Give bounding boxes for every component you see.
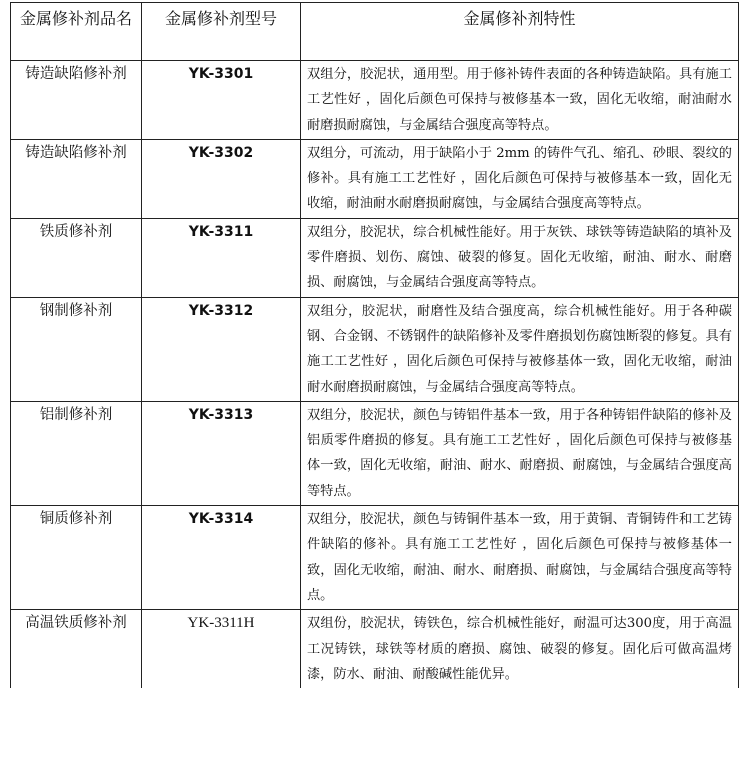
product-name-cell: 钢制修补剂 xyxy=(11,297,142,401)
product-name-cell: 铜质修补剂 xyxy=(11,506,142,610)
product-name-cell: 高温铁质修补剂 xyxy=(11,610,142,688)
product-description-cell: 双组份，胶泥状，铸铁色，综合机械性能好，耐温可达300度，用于高温工况铸铁，球铁等材质的磨损、腐蚀、破裂的修复。固化后可做高温烤漆，防水、耐油、耐酸碱性能优异。 xyxy=(301,610,739,688)
product-name-cell: 铸造缺陷修补剂 xyxy=(11,61,142,140)
header-name-label: 金属修补剂品名 xyxy=(19,9,132,28)
product-model-cell: YK-3313 xyxy=(142,401,301,505)
product-model-cell: YK-3311 xyxy=(142,218,301,297)
product-name-cell: 铝制修补剂 xyxy=(11,401,142,505)
product-description-cell: 双组分，胶泥状，颜色与铸铝件基本一致，用于各种铸铝件缺陷的修补及铝质零件磨损的修复。具有施工工艺性好 ，固化后颜色可保持与被修基体一致，固化无收缩，耐油、耐水、耐磨损、耐腐蚀，与金属结合强度高等特点。 xyxy=(301,401,739,505)
product-model-cell: YK-3302 xyxy=(142,139,301,218)
table-row xyxy=(11,610,739,688)
table-row xyxy=(11,297,739,401)
table-header-row xyxy=(11,3,739,61)
product-name-cell: 铸造缺陷修补剂 xyxy=(11,139,142,218)
header-property-label: 金属修补剂特性 xyxy=(463,9,576,28)
product-description-cell: 双组分，可流动，用于缺陷小于 2mm 的铸件气孔、缩孔、砂眼、裂纹的修补。具有施工工艺性好 ，固化后颜色可保持与被修基本一致，固化无收缩，耐油耐水耐磨损耐腐蚀，与金属结合强度高等特点。 xyxy=(301,139,739,218)
header-model-label: 金属修补剂型号 xyxy=(164,9,277,28)
table-row xyxy=(11,139,739,218)
table-row xyxy=(11,506,739,610)
header-name xyxy=(11,3,142,61)
repair-agent-table xyxy=(10,2,739,688)
product-description-cell: 双组分，胶泥状，综合机械性能好。用于灰铁、球铁等铸造缺陷的填补及零件磨损、划伤、腐蚀、破裂的修复。固化无收缩，耐油、耐水、耐磨损、耐腐蚀，与金属结合强度高等特点。 xyxy=(301,218,739,297)
product-model-cell: YK-3314 xyxy=(142,506,301,610)
product-name-cell: 铁质修补剂 xyxy=(11,218,142,297)
product-model-cell: YK-3301 xyxy=(142,61,301,140)
header-property xyxy=(301,3,739,61)
product-description-cell: 双组分，胶泥状，颜色与铸铜件基本一致，用于黄铜、青铜铸件和工艺铸件缺陷的修补。具有施工工艺性好 ，固化后颜色可保持与被修基体一致，固化无收缩，耐油、耐水、耐磨损、耐腐蚀，与金属结合强度高等特点。 xyxy=(301,506,739,610)
table-row xyxy=(11,401,739,505)
header-model xyxy=(142,3,301,61)
product-model-cell: YK-3312 xyxy=(142,297,301,401)
product-description-cell: 双组分，胶泥状，通用型。用于修补铸件表面的各种铸造缺陷。具有施工工艺性好 ，固化后颜色可保持与被修基本一致，固化无收缩，耐油耐水耐磨损耐腐蚀，与金属结合强度高等特点。 xyxy=(301,61,739,140)
product-description-cell: 双组分，胶泥状，耐磨性及结合强度高，综合机械性能好。用于各种碳钢、合金钢、不锈钢件的缺陷修补及零件磨损划伤腐蚀断裂的修复。具有施工工艺性好 ，固化后颜色可保持与被修基体一致，固化无收缩，耐油耐水耐磨损耐腐蚀，与金属结合强度高等特点。 xyxy=(301,297,739,401)
table-row xyxy=(11,218,739,297)
product-model-cell: YK-3311H xyxy=(142,610,301,688)
table-row xyxy=(11,61,739,140)
